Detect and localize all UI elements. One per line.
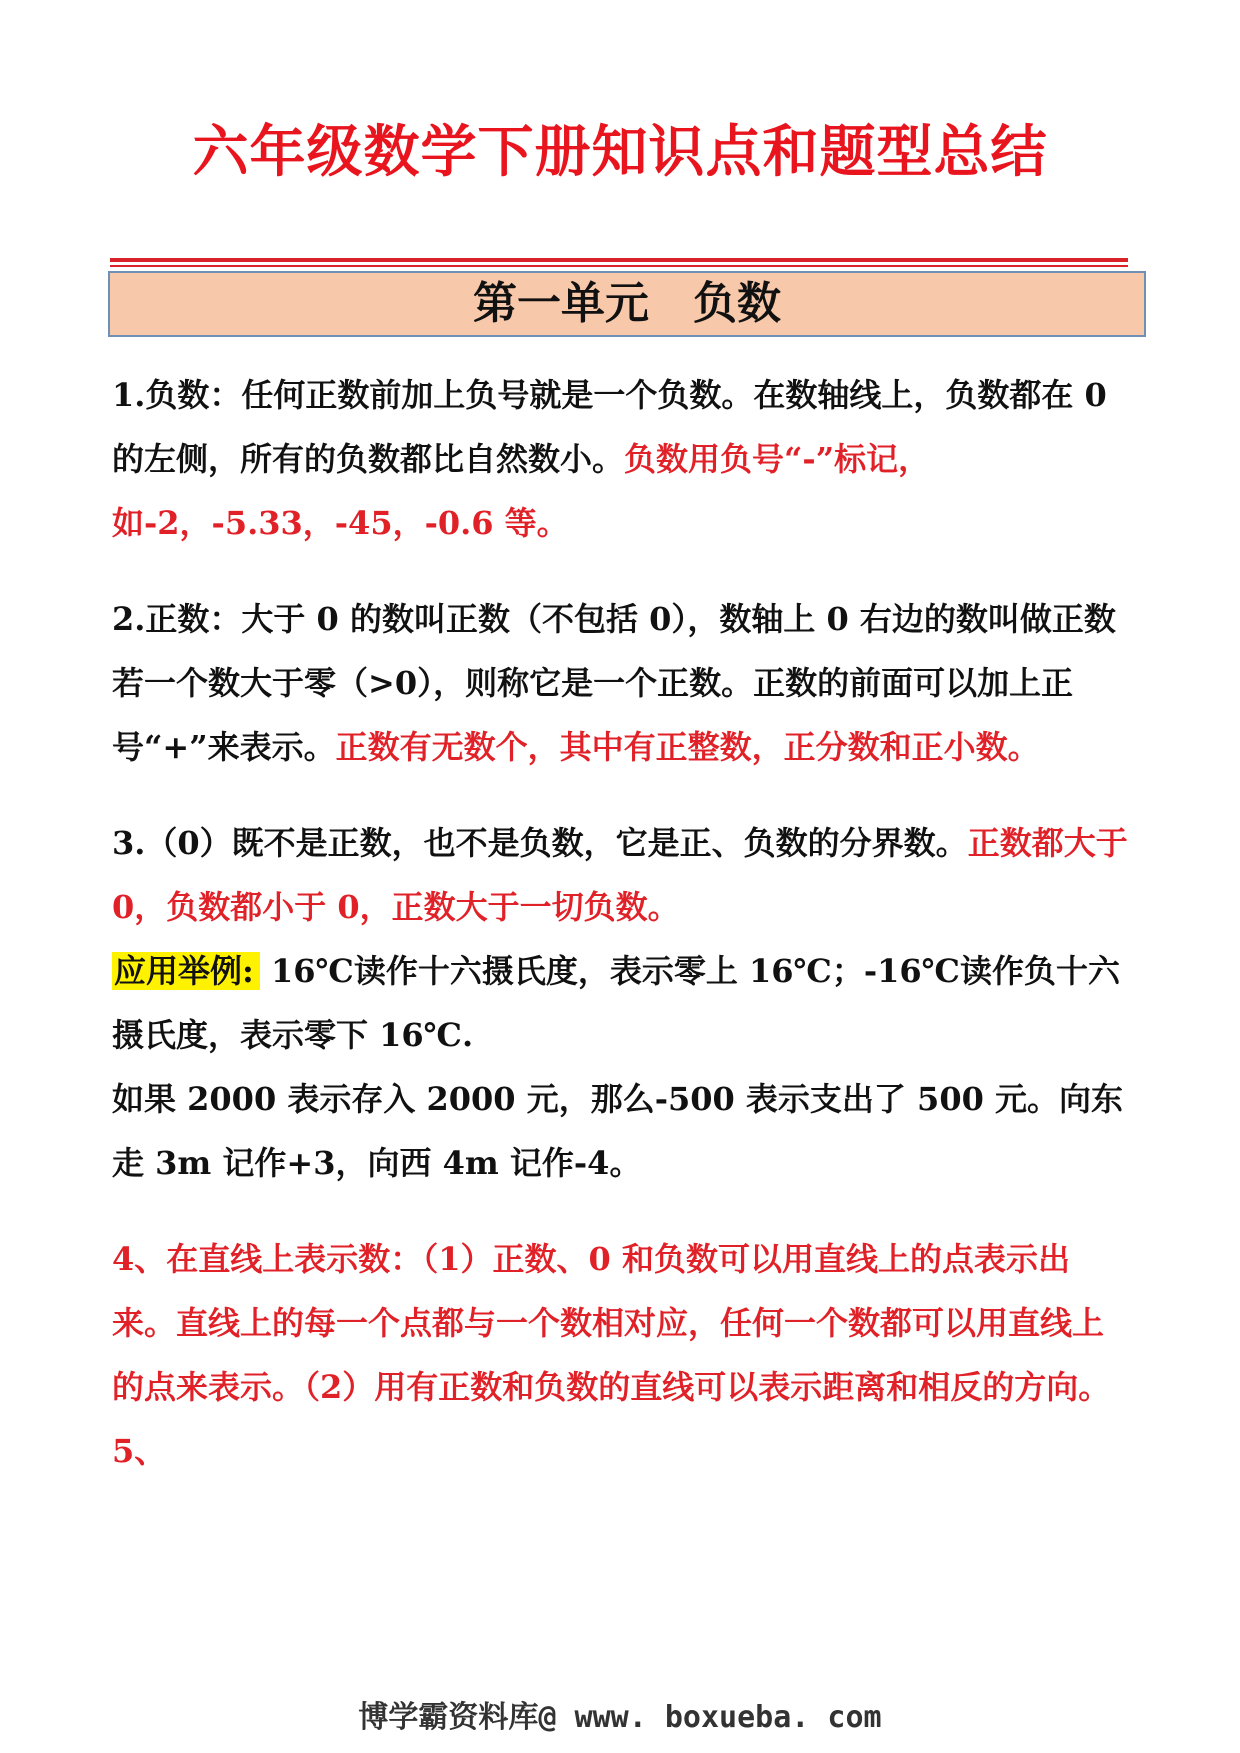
- section-2-text: 2.正数：大于 0 的数叫正数（不包括 0），数轴上 0 右边的数叫做正数若一个数大于零（>0），则称它是一个正数。正数的前面可以加上正号“+”来表示。: [112, 600, 1116, 766]
- section-1-text: 1.负数：任何正数前加上负号就是一个负数。在数轴线上，负数都在 0 的左侧，所有的负数都比自然数小。: [112, 376, 1107, 478]
- title-divider: [110, 258, 1128, 262]
- section-3-highlight: 正数都大于 0，负数都小于 0，正数大于一切负数。: [112, 824, 1128, 926]
- footer-watermark: 博学霸资料库@ www. boxueba. com: [358, 1700, 882, 1735]
- section-4-text: 4、在直线上表示数：（1）正数、0 和负数可以用直线上的点表示出来。直线上的每一个点都与一个数相对应，任何一个数都可以用直线上的点来表示。（2）用有正数和负数的直线可以表示距离和相反的方向。: [112, 1240, 1111, 1406]
- example-paragraph-2: [112, 1067, 1130, 1195]
- section-4: [112, 1227, 1130, 1419]
- section-5: [112, 1419, 1130, 1483]
- unit-header: 第一单元 负数: [108, 271, 1146, 337]
- content-body: [112, 363, 1130, 1483]
- section-2: [112, 587, 1130, 779]
- example-label: 应用举例:: [112, 952, 260, 990]
- example-text-1: 16℃读作十六摄氏度，表示零上 16℃；-16℃读作负十六摄氏度，表示零下 16℃.: [112, 952, 1121, 1054]
- section-1-highlight: 负数用负号“-”标记，如-2，-5.33，-45，-0.6 等。: [112, 440, 931, 542]
- section-2-highlight: 正数有无数个，其中有正整数，正分数和正小数。: [335, 728, 1040, 766]
- section-3-text: 3.（0）既不是正数，也不是负数，它是正、负数的分界数。: [112, 824, 968, 862]
- section-5-text: 5、: [112, 1432, 167, 1470]
- section-3: [112, 811, 1130, 939]
- example-text-2: 如果 2000 表示存入 2000 元，那么-500 表示支出了 500 元。向东走 3m 记作+3，向西 4m 记作-4。: [112, 1080, 1123, 1182]
- section-1: [112, 363, 1130, 555]
- page-title: 六年级数学下册知识点和题型总结: [192, 120, 1048, 185]
- example-paragraph: [112, 939, 1130, 1067]
- title-divider-thin: [110, 265, 1128, 267]
